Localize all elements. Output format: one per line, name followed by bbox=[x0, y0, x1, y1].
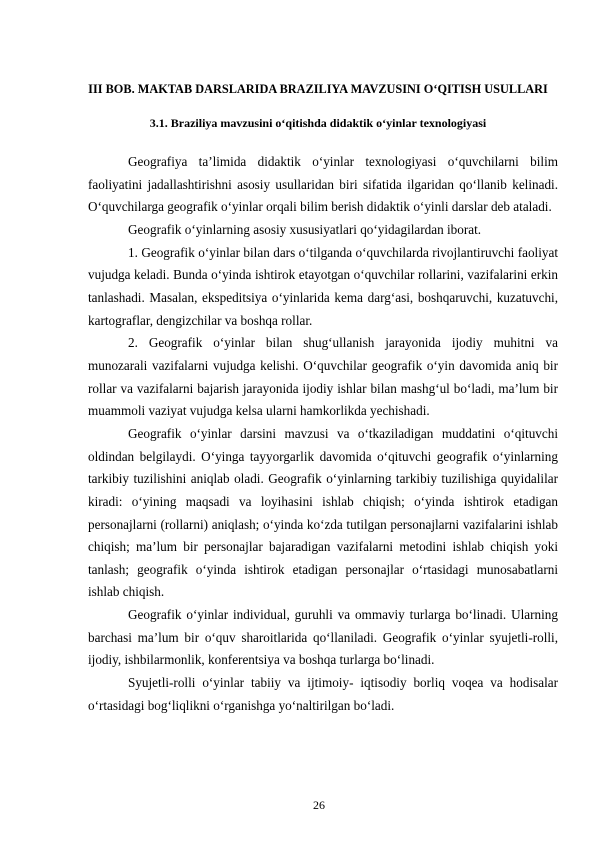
paragraph: Geografik o‘yinlar darsini mavzusi va o‘tkaziladigan muddatini o‘qituvchi oldindan belgilaydi. O‘yinga tayyorgarlik davomida o‘qituvchi geografik o‘yinlarning tarkibiy tuzilishini aniqlab oladi. Geografik o‘yinlarning tarkibiy tuzilishiga quyidalilar kiradi: o‘yining maqsadi va loyihasini ishlab chiqish; o‘yinda ishtirok etadigan personajlarni (rollarni) aniqlash; o‘yinda ko‘zda tutilgan personajlarni vazifalarini ishlab chiqish; ma’lum bir personajlar bajaradigan vazifalarni metodini ishlab chiqish yoki tanlash; geografik o‘yinda ishtirok etadigan personajlar o‘rtasidagi munosabatlarni ishlab chiqish. bbox=[88, 425, 558, 600]
paragraph: Geografik o‘yinlarning asosiy xususiyatlari qo‘yidagilardan iborat. bbox=[128, 221, 482, 237]
section-title: 3.1. Braziliya mavzusini o‘qitishda didaktik o‘yinlar texnologiyasi bbox=[149, 116, 487, 130]
page-number: 26 bbox=[313, 798, 325, 812]
paragraph: Syujetli-rolli o‘yinlar tabiiy va ijtimoiy- iqtisodiy borliq voqea va hodisalar o‘rtasidagi bog‘liqlikni o‘rganishga yo‘naltirilgan bo‘ladi. bbox=[88, 675, 558, 713]
paragraph: Geografik o‘yinlar individual, guruhli va ommaviy turlarga bo‘linadi. Ularning barchasi ma’lum bir o‘quv sharoitlarida qo‘llaniladi. Geografik o‘yinlar syujetli-rolli, ijodiy, ishbilarmonlik, konferentsiya va boshqa turlarga bo‘linadi. bbox=[88, 607, 558, 668]
chapter-title: III BOB. MAKTAB DARSLARIDA BRAZILIYA MAVZUSINI O‘QITISH USULLARI bbox=[88, 82, 548, 96]
paragraph: Geografiya ta’limida didaktik o‘yinlar texnologiyasi o‘quvchilarni bilim faoliyatini jadallashtirishni asosiy usullaridan biri sifatida ilgaridan qo‘llanib kelinadi. O‘quvchilarga geografik o‘yinlar orqali bilim berish didaktik o‘yinli darslar deb ataladi. bbox=[88, 154, 558, 215]
paragraph: 2. Geografik o‘yinlar bilan shug‘ullanish jarayonida ijodiy muhitni va munozarali vazifalarni vujudga kelishi. O‘quvchilar geografik o‘yin davomida aniq bir rollar va vazifalarni bajarish jarayonida ijodiy ishlar bilan mashg‘ul bo‘ladi, ma’lum bir muammoli vaziyat vujudga kelsa ularni hamkorlikda yechishadi. bbox=[88, 335, 558, 419]
body-text bbox=[88, 151, 558, 717]
paragraph: 1. Geografik o‘yinlar bilan dars o‘tilganda o‘quvchilarda rivojlantiruvchi faoliyat vujudga keladi. Bunda o‘yinda ishtirok etayotgan o‘quvchilar rollarini, vazifalarini erkin tanlashadi. Masalan, ekspeditsiya o‘yinlarida kema darg‘asi, boshqaruvchi, kuzatuvchi, kartograflar, dengizchilar va boshqa rollar. bbox=[88, 244, 558, 328]
